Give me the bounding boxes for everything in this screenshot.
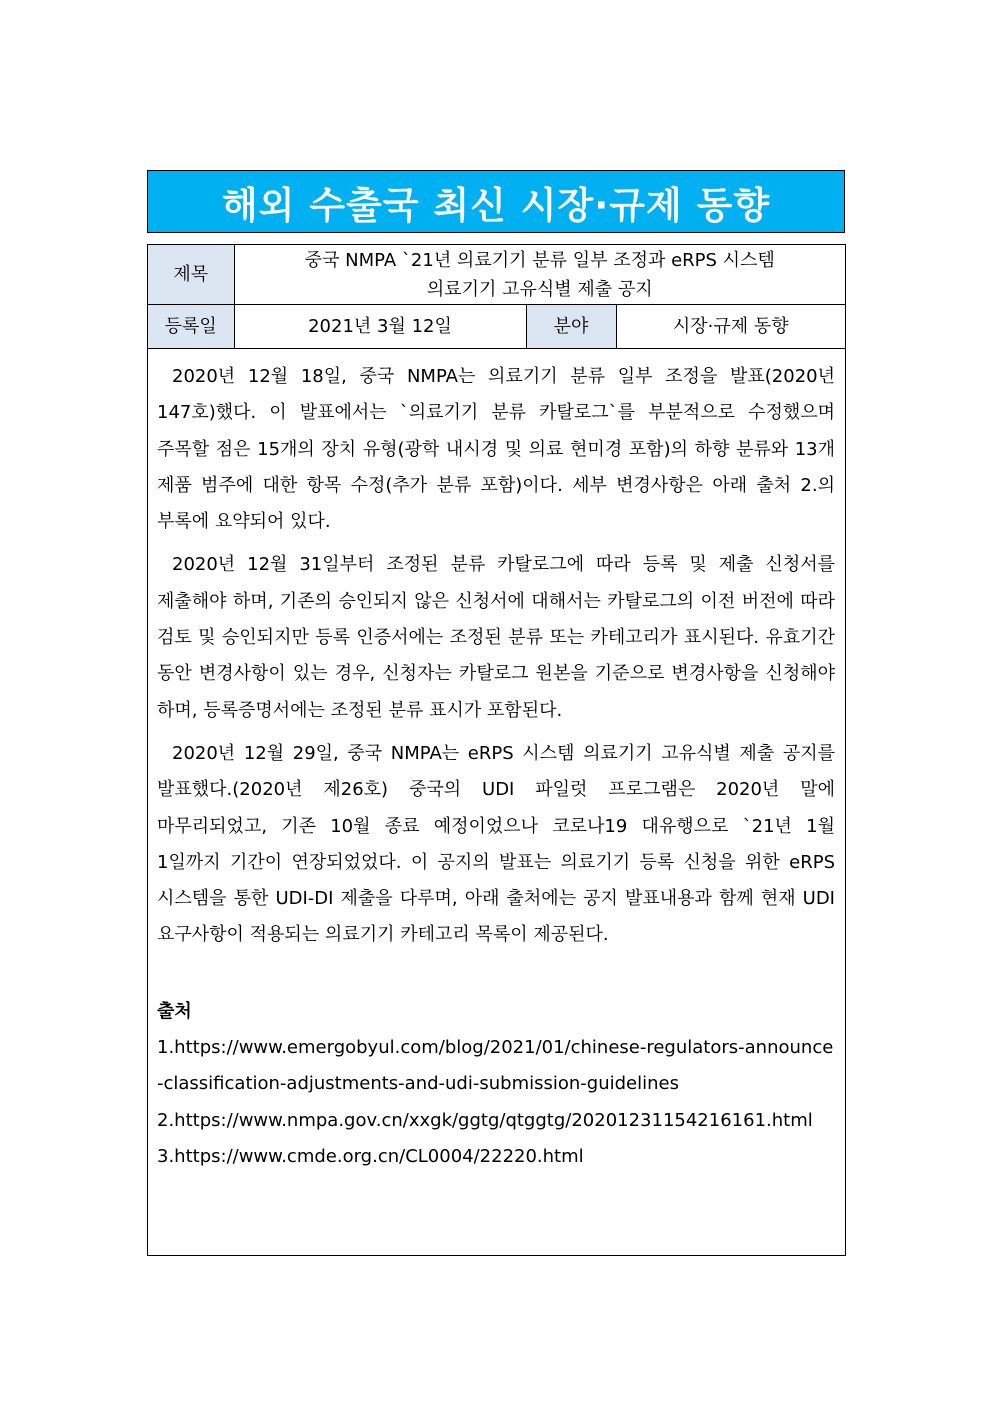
title-value xyxy=(234,245,845,305)
paragraph-1: 2020년 12월 18일, 중국 NMPA는 의료기기 분류 일부 조정을 발표(2020년 147호)했다. 이 발표에서는 `의료기기 분류 카탈로그`를 부분적으로 수정했으며 주목할 점은 15개의 장치 유형(광학 내시경 및 의료 현미경 포함)의 하향 분류와 13개 제품 범주에 대한 항목 수정(추가 분류 포함)이다. 세부 변경사항은 아래 출처 2.의 부록에 요약되어 있다. xyxy=(157,366,835,533)
title-row xyxy=(148,245,845,305)
banner-title: 해외 수출국 최신 시장·규제 동향 xyxy=(221,183,771,227)
date-field-row xyxy=(148,305,845,349)
metadata-table xyxy=(148,245,845,349)
field-label: 분야 xyxy=(526,305,616,349)
source-link-3[interactable]: 3.https://www.cmde.org.cn/CL0004/22220.html xyxy=(157,1145,584,1167)
paragraph-3: 2020년 12월 29일, 중국 NMPA는 eRPS 시스템 의료기기 고유식별 제출 공지를 발표했다.(2020년 제26호) 중국의 UDI 파일럿 프로그램은 2020년 말에 마무리되었고, 기존 10월 종료 예정이었으나 코로나19 대유행으로 `21년 1월 1일까지 기간이 연장되었었다. 이 공지의 발표는 의료기기 등록 신청을 위한 eRPS 시스템을 통한 UDI-DI 제출을 다루며, 아래 출처에는 공지 발표내용과 함께 현재 UDI 요구사항이 적용되는 의료기기 카테고리 목록이 제공된다. xyxy=(157,742,835,946)
title-line-1: 중국 NMPA `21년 의료기기 분류 일부 조정과 eRPS 시스템 xyxy=(304,249,775,271)
sources-heading: 출처 xyxy=(157,1000,192,1022)
header-banner xyxy=(147,170,845,233)
title-line-2: 의료기기 고유식별 제출 공지 xyxy=(426,278,653,300)
source-link-1[interactable]: 1.https://www.emergobyul.com/blog/2021/01/chinese-regulators-announce-classification-adjustments-and-udi-submission-guidelines xyxy=(157,1037,834,1095)
paragraph-2: 2020년 12월 31일부터 조정된 분류 카탈로그에 따라 등록 및 제출 신청서를 제출해야 하며, 기존의 승인되지 않은 신청서에 대해서는 카탈로그의 이전 버전에 따라 검토 및 승인되지만 등록 인증서에는 조정된 분류 또는 카테고리가 표시된다. 유효기간 동안 변경사항이 있는 경우, 신청자는 카탈로그 원본을 기준으로 변경사항을 신청해야 하며, 등록증명서에는 조정된 분류 표시가 포함된다. xyxy=(157,554,835,721)
date-value: 2021년 3월 12일 xyxy=(234,305,526,349)
article-body xyxy=(148,349,845,1175)
source-link-2[interactable]: 2.https://www.nmpa.gov.cn/xxgk/ggtg/qtggtg/20201231154216161.html xyxy=(157,1109,813,1131)
document-box xyxy=(147,244,846,1256)
field-value: 시장·규제 동향 xyxy=(616,305,845,349)
title-label: 제목 xyxy=(148,245,234,305)
sources-list xyxy=(157,1030,835,1175)
date-label: 등록일 xyxy=(148,305,234,349)
